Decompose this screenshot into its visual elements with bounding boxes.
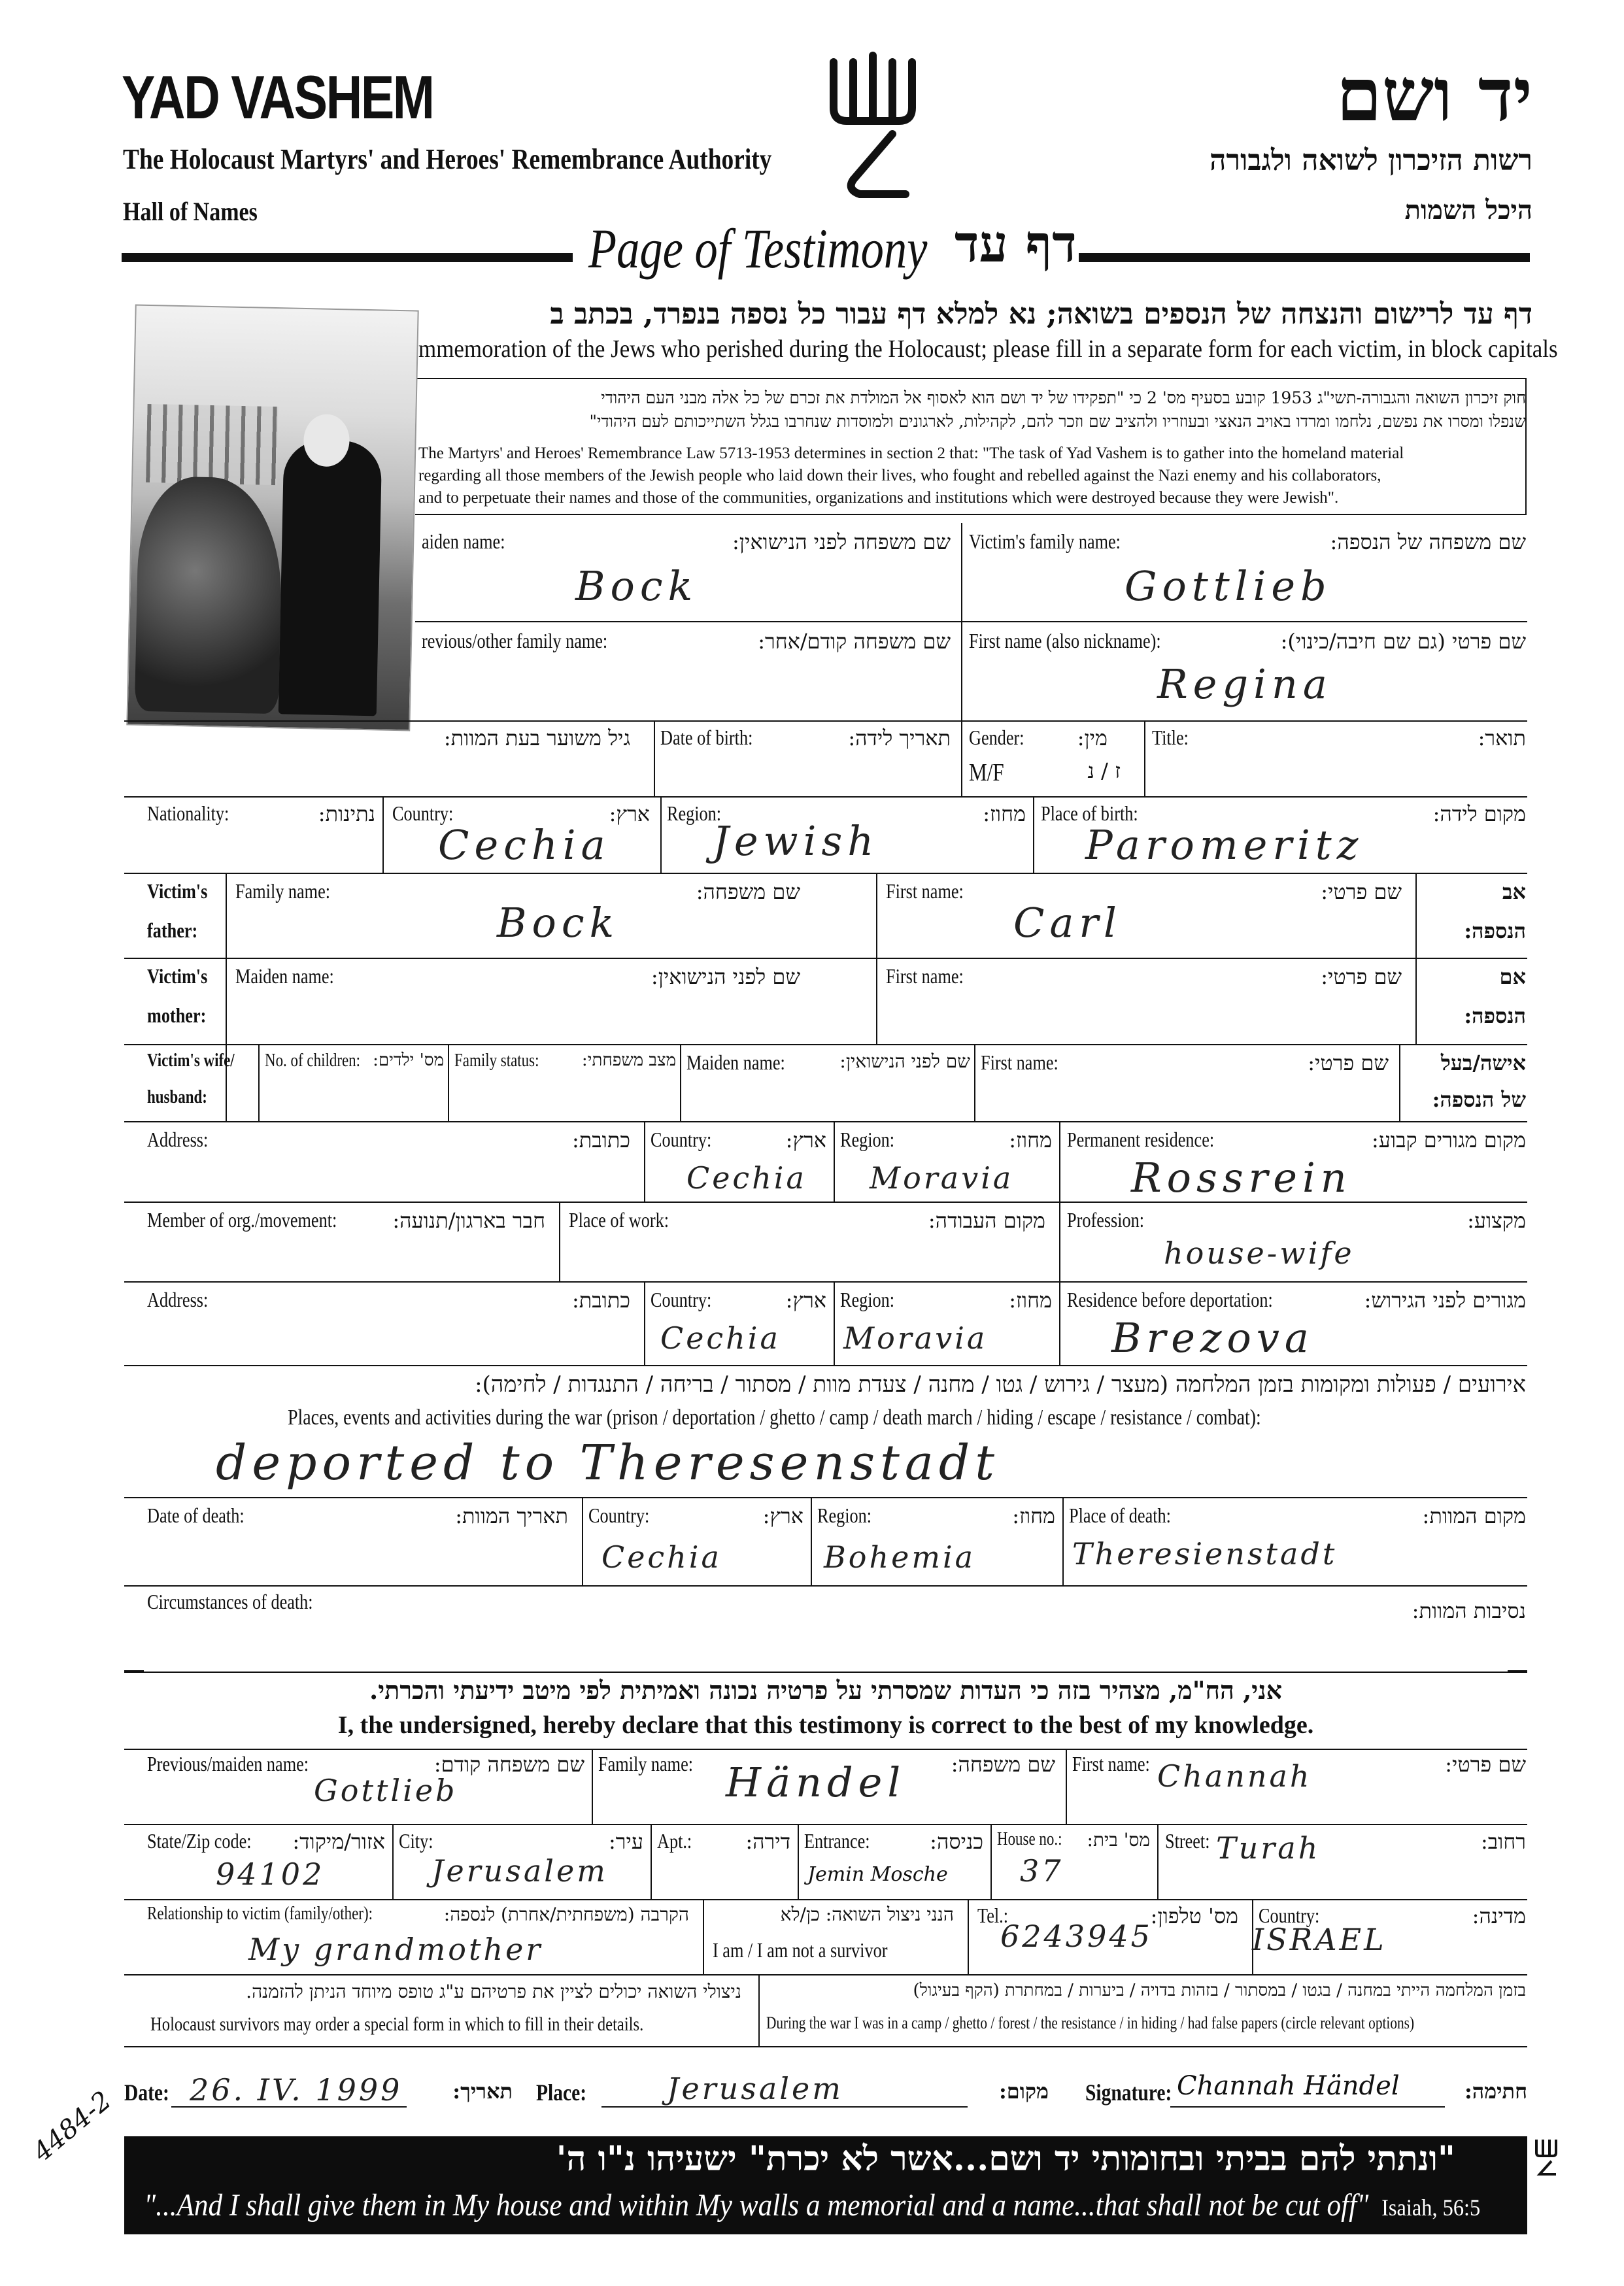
pob-label-he: מקום לידה: xyxy=(1432,801,1526,826)
age-label-he: גיל משוער בעת המוות: xyxy=(443,726,630,750)
dob-label: Date of birth: xyxy=(660,726,753,749)
title-label-he: תואר: xyxy=(1478,726,1526,750)
father-family-label-he: שם משפחה: xyxy=(696,879,800,904)
res-before-dep-label-he: מגורים לפני הגירוש: xyxy=(1364,1288,1526,1313)
mother-label-1: Victim's xyxy=(147,964,208,988)
witness-first-label: First name: xyxy=(1072,1752,1150,1775)
relationship-label-he: הקרבה (משפחתית/אחרת) לנספה: xyxy=(443,1904,689,1925)
witness-prev-label-he: שם משפחה קודם: xyxy=(433,1752,584,1777)
law-he-1: חוק זיכרון השואה והגבורה-תשי"ג 1953 קובע בסעיף מס' 2 כי "תפקידו של יד ושם הוא לאסוף אל המולדת את זכרם של כל אלה מבני העם היהודי xyxy=(601,388,1526,407)
res-before-dep-label: Residence before deportation: xyxy=(1067,1288,1273,1311)
declaration xyxy=(124,1672,1527,1750)
signature-label-he: חתימה: xyxy=(1464,2079,1527,2104)
spouse-maiden-label-he: שם לפני הנישואין: xyxy=(839,1051,970,1072)
hall-of-names-he: היכל השמות xyxy=(1404,195,1532,226)
prev-name-label-he: שם משפחה קודם/אחר: xyxy=(758,629,951,654)
family-name-value: Gottlieb xyxy=(1125,562,1332,610)
dep-country-label-he: ארץ: xyxy=(785,1288,826,1313)
small-logo-icon xyxy=(1533,2136,1559,2182)
survivor-en: I am / I am not a survivor xyxy=(713,1938,888,1962)
witness-country-label-he: מדינה: xyxy=(1472,1904,1526,1928)
date-value: 26. IV. 1999 xyxy=(190,2072,403,2108)
relationship-value: My grandmother xyxy=(248,1932,543,1967)
first-name-label: First name (also nickname): xyxy=(969,629,1161,652)
father-label-1: Victim's xyxy=(147,879,208,903)
dep-country-label: Country: xyxy=(651,1288,712,1311)
org-title-he: יד ושם xyxy=(1336,52,1532,138)
father-first-label-he: שם פרטי: xyxy=(1321,879,1402,904)
spouse-first-label-he: שם פרטי: xyxy=(1308,1051,1389,1075)
survivor-note-he: ניצולי השואה יכולים לציין את פרטיהם ע"ג טופס מיוחד הניתן להזמנה. xyxy=(246,1981,741,2002)
street-label: Street: xyxy=(1165,1829,1210,1853)
mother-label-2: mother: xyxy=(147,1003,207,1027)
death-region-label: Region: xyxy=(817,1504,872,1527)
title-label: Title: xyxy=(1152,726,1189,749)
circumstances-label: Circumstances of death: xyxy=(147,1590,313,1613)
title-rule-right xyxy=(1079,253,1530,262)
spouse-label-1: Victim's wife/ xyxy=(147,1051,235,1071)
city-label-he: עיר: xyxy=(609,1829,643,1854)
pob-label: Place of birth: xyxy=(1041,801,1138,825)
pob-value: Paromeritz xyxy=(1085,821,1364,869)
victim-photo xyxy=(126,305,418,731)
spouse-he-1: אישה/בעל xyxy=(1440,1051,1526,1075)
org-subtitle: The Holocaust Martyrs' and Heroes' Remembrance Authority xyxy=(123,143,772,175)
entrance-label: Entrance: xyxy=(804,1829,870,1853)
tel-label: Tel.: xyxy=(977,1904,1008,1927)
events-label: Places, events and activities during the war (prison / deportation / ghetto / camp / death march / hiding / escape / resistance / combat): xyxy=(288,1405,1261,1430)
death-region-label-he: מחוז: xyxy=(1012,1504,1055,1528)
children-label-he: מס' ילדים: xyxy=(373,1051,444,1070)
father-family-value: Bock xyxy=(497,899,620,947)
place-label-he: מקום: xyxy=(998,2079,1049,2104)
maiden-name-value: Bock xyxy=(575,562,698,610)
nationality-label-he: נתינות: xyxy=(318,801,375,826)
death-region-value: Bohemia xyxy=(824,1539,976,1575)
mother-maiden-label-he: שם לפני הנישואין: xyxy=(651,964,800,989)
org-subtitle-he: רשות הזיכרון לשואה ולגבורה xyxy=(1210,144,1532,177)
work-label: Place of work: xyxy=(569,1208,669,1232)
gender-value-he: ז / נ xyxy=(1087,758,1121,783)
law-he-2: שנפלו ומסרו את נפשם, נלחמו ומרדו באויב הנאצי ובעוזריו ולהציב שם וזכר להם, לקהילות, לארגונים ולמוסדות שנחרבו בגלל השתייכותם לעם היהודי" xyxy=(589,412,1526,431)
first-name-value: Regina xyxy=(1157,660,1332,708)
death-country-label: Country: xyxy=(588,1504,650,1527)
form-title: Page of Testimony xyxy=(588,217,928,280)
witness-family-label-he: שם משפחה: xyxy=(951,1752,1055,1777)
law-en-3: and to perpetuate their names and those of the communities, organizations and institutions which were destroyed because they were Jewish". xyxy=(418,489,1339,507)
father-first-value: Carl xyxy=(1013,899,1122,947)
date-label: Date: xyxy=(124,2079,169,2106)
intro-he: דף עד לרישום והנצחה של הנספים בשואה; נא למלא דף עבור כל נספה בנפרד, בכתב ב xyxy=(550,297,1532,331)
family-status-label: Family status: xyxy=(454,1051,539,1071)
gender-value: M/F xyxy=(969,759,1004,786)
maiden-name-label-he: שם משפחה לפני הנישואין: xyxy=(732,529,951,554)
death-place-value: Theresienstadt xyxy=(1072,1536,1338,1572)
first-name-label-he: שם פרטי (גם שם חיבה/כינוי): xyxy=(1280,629,1526,654)
member-label: Member of org./movement: xyxy=(147,1208,337,1232)
mother-he-1: אם xyxy=(1499,964,1526,989)
work-label-he: מקום העבודה: xyxy=(928,1208,1045,1233)
dob-label-he: תאריך לידה: xyxy=(848,726,951,750)
law-en-1: The Martyrs' and Heroes' Remembrance Law 5713-1953 determines in section 2 that: "The task of Yad Vashem is to gather into the homeland material xyxy=(418,445,1404,462)
mother-he-2: הנספה: xyxy=(1464,1003,1526,1028)
spouse-first-label: First name: xyxy=(981,1051,1058,1074)
mother-first-label-he: שם פרטי: xyxy=(1321,964,1402,989)
org-title: YAD VASHEM xyxy=(122,63,433,131)
res-country-label: Country: xyxy=(651,1128,712,1151)
yad-vashem-logo xyxy=(820,49,925,206)
witness-country-label: Country: xyxy=(1259,1904,1320,1927)
witness-family-value: Händel xyxy=(726,1758,906,1806)
house-no-label: House no.: xyxy=(997,1829,1062,1849)
city-label: City: xyxy=(399,1829,433,1853)
tel-label-he: מס' טלפון: xyxy=(1150,1904,1238,1928)
entrance-label-he: כניסה: xyxy=(930,1829,983,1854)
zip-value: 94102 xyxy=(216,1857,325,1892)
signature-label: Signature: xyxy=(1085,2079,1172,2106)
footer-quote-en: "...And I shall give them in My house and within My walls a memorial and a name...that shall not be cut off" Isaiah, 56:5 xyxy=(144,2188,1481,2223)
region-label-he: מחוז: xyxy=(983,801,1026,826)
region-label: Region: xyxy=(667,801,722,825)
house-no-value: 37 xyxy=(1020,1853,1064,1889)
address-label: Address: xyxy=(147,1128,209,1151)
zip-label-he: אזור/מיקוד: xyxy=(292,1829,385,1854)
survivor-he: הנני ניצול השואה: כן/לא xyxy=(780,1904,954,1925)
nationality-label: Nationality: xyxy=(147,801,229,825)
profession-label: Profession: xyxy=(1067,1208,1145,1232)
dep-country-value: Cechia xyxy=(660,1320,781,1356)
spouse-he-2: של הנספה: xyxy=(1432,1087,1526,1112)
mother-maiden-label: Maiden name: xyxy=(235,964,334,988)
family-name-label-he: שם משפחה של הנספה: xyxy=(1330,529,1526,554)
title-rule-left xyxy=(122,253,573,262)
res-region-label-he: מחוז: xyxy=(1009,1128,1052,1152)
signature-value: Channah Händel xyxy=(1177,2071,1400,2101)
house-no-label-he: מס' בית: xyxy=(1087,1829,1150,1851)
city-value: Jerusalem xyxy=(431,1853,608,1889)
apt-label: Apt.: xyxy=(657,1829,692,1853)
region-value: Jewish xyxy=(713,817,879,865)
footer-quote-he: "ונתתי להם בביתי ובחומותי יד ושם...אשר לא יכרת" ישעיהו נ"ו ה' xyxy=(556,2139,1455,2179)
date-label-he: תאריך: xyxy=(452,2079,513,2104)
father-family-label: Family name: xyxy=(235,879,331,903)
witness-country-value: ISRAEL xyxy=(1252,1922,1387,1957)
death-date-label-he: תאריך המוות: xyxy=(455,1504,568,1528)
dep-address-label-he: כתובת: xyxy=(571,1288,630,1313)
apt-label-he: דירה: xyxy=(745,1829,790,1854)
place-value: Jerusalem xyxy=(667,2071,843,2106)
maiden-name-label: aiden name: xyxy=(422,529,505,553)
family-status-label-he: מצב משפחתי: xyxy=(581,1051,676,1070)
profession-label-he: מקצוע: xyxy=(1467,1208,1526,1233)
father-he-1: אב xyxy=(1502,879,1526,904)
res-before-dep-value: Brezova xyxy=(1111,1314,1314,1362)
circumstances-label-he: נסיבות המוות: xyxy=(1412,1598,1526,1623)
father-he-2: הנספה: xyxy=(1464,918,1526,943)
tel-value: 6243945 xyxy=(1000,1919,1153,1954)
prev-name-label: revious/other family name: xyxy=(422,629,608,652)
dep-region-label: Region: xyxy=(840,1288,895,1311)
address-label-he: כתובת: xyxy=(571,1128,630,1152)
declaration-en: I, the undersigned, hereby declare that this testimony is correct to the best of my knowledge. xyxy=(337,1711,1314,1739)
hall-of-names: Hall of Names xyxy=(123,197,258,226)
spouse-maiden-label: Maiden name: xyxy=(686,1051,785,1074)
death-date-label: Date of death: xyxy=(147,1504,245,1527)
war-note-he: בזמן המלחמה הייתי במחנה / בגטו / במסתור / בזהות בדויה / ביערות / במחתרת (הקף בעיגול) xyxy=(913,1981,1526,2000)
country-label: Country: xyxy=(392,801,454,825)
events-label-he: אירועים / פעולות ומקומות בזמן המלחמה (מעצר / גירוש / גטו / מחנה / צעדת מוות / מסתור / בריחה / התנגדות / לחימה): xyxy=(475,1371,1526,1398)
father-first-label: First name: xyxy=(886,879,964,903)
law-en-2: regarding all those members of the Jewish people who laid down their lives, who fought and rebelled against the Nazi enemy and his collaborators, xyxy=(418,467,1381,484)
entrance-value: Jemin Mosche xyxy=(807,1863,948,1886)
res-country-value: Cechia xyxy=(686,1160,807,1196)
profession-value: house-wife xyxy=(1164,1235,1355,1271)
family-name-label: Victim's family name: xyxy=(969,529,1121,553)
witness-first-value: Channah xyxy=(1157,1758,1312,1794)
father-label-2: father: xyxy=(147,918,198,942)
survivor-note-en: Holocaust survivors may order a special form in which to fill in their details. xyxy=(150,2013,644,2035)
spouse-label-2: husband: xyxy=(147,1087,207,1107)
perm-residence-label-he: מקום מגורים קבוע: xyxy=(1371,1128,1526,1152)
dep-region-value: Moravia xyxy=(843,1320,988,1356)
declaration-he: אני, הח"מ, מצהיר בזה כי העדות שמסרתי על פרטיה נכונה ואמיתית לפי מיטב ידיעתי והכרתי. xyxy=(369,1675,1283,1705)
intro-en: mmemoration of the Jews who perished during the Holocaust; please fill in a separate form for each victim, in block capitals xyxy=(418,335,1558,363)
place-label: Place: xyxy=(536,2079,587,2106)
country-label-he: ארץ: xyxy=(609,801,650,826)
footer-reference: Isaiah, 56:5 xyxy=(1381,2194,1481,2221)
events-value: deported to Theresenstadt xyxy=(216,1435,1000,1491)
res-region-label: Region: xyxy=(840,1128,895,1151)
mother-first-label: First name: xyxy=(886,964,964,988)
death-place-label: Place of death: xyxy=(1069,1504,1171,1527)
member-label-he: חבר בארגון/תנועה: xyxy=(392,1208,545,1233)
zip-label: State/Zip code: xyxy=(147,1829,252,1853)
witness-first-label-he: שם פרטי: xyxy=(1445,1752,1526,1777)
death-place-label-he: מקום המוות: xyxy=(1422,1504,1526,1528)
gender-label-he: מין: xyxy=(1077,726,1108,750)
street-value: Turah xyxy=(1216,1830,1321,1866)
res-country-label-he: ארץ: xyxy=(785,1128,826,1152)
margin-note: 4484-2 xyxy=(27,2085,118,2168)
death-country-label-he: ארץ: xyxy=(762,1504,804,1528)
res-region-value: Moravia xyxy=(870,1160,1014,1196)
witness-prev-label: Previous/maiden name: xyxy=(147,1752,309,1775)
gender-label: Gender: xyxy=(969,726,1024,749)
dep-address-label: Address: xyxy=(147,1288,209,1311)
witness-family-label: Family name: xyxy=(598,1752,694,1775)
death-country-value: Cechia xyxy=(601,1539,722,1575)
perm-residence-label: Permanent residence: xyxy=(1067,1128,1215,1151)
footer-quote xyxy=(124,2136,1527,2234)
form-title-he: דף עד xyxy=(955,214,1077,274)
children-label: No. of children: xyxy=(265,1051,361,1071)
war-note-en: During the war I was in a camp / ghetto / forest / the resistance / in hiding / had false papers (circle relevant options) xyxy=(766,2013,1415,2032)
perm-residence-value: Rossrein xyxy=(1131,1154,1352,1202)
witness-prev-value: Gottlieb xyxy=(314,1773,458,1808)
relationship-label: Relationship to victim (family/other): xyxy=(147,1904,373,1924)
country-value: Cechia xyxy=(438,821,611,869)
street-label-he: רחוב: xyxy=(1480,1829,1526,1854)
dep-region-label-he: מחוז: xyxy=(1009,1288,1052,1313)
